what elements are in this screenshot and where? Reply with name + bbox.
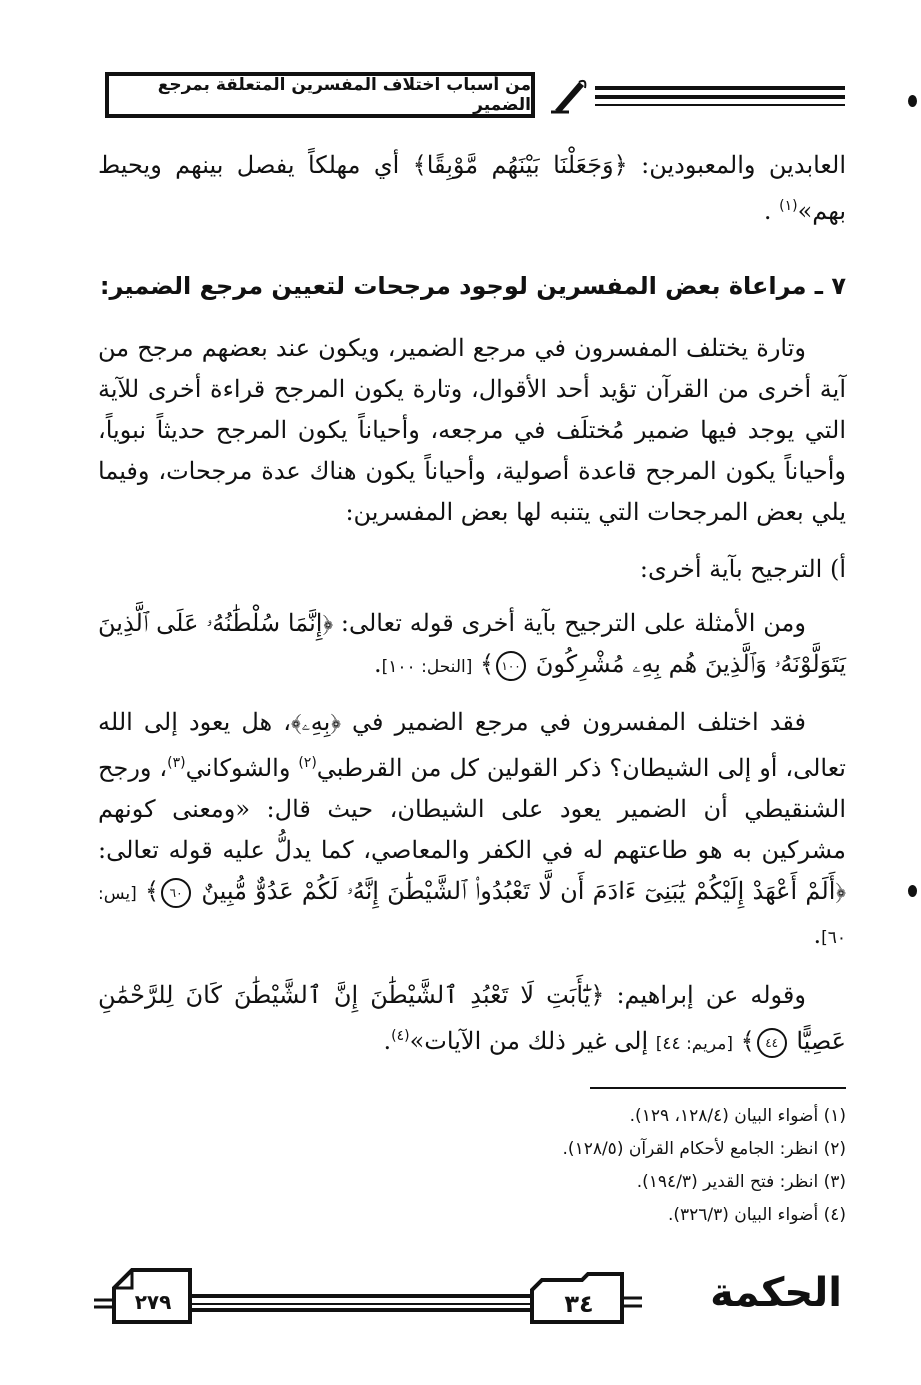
text-run: . bbox=[813, 921, 822, 949]
text-run: ومن الأمثلة على الترجيح بآية أخرى قوله تعالى: ﴿إِنَّمَا سُلْطَٰنُهُۥ عَلَى ٱلَّذِينَ يَتَوَلَّوْنَهُۥ وَٱلَّذِينَ هُم بِهِۦ مُشْرِكُونَ bbox=[98, 609, 846, 678]
verse-reference: [مريم: ٤٤] bbox=[655, 1034, 733, 1054]
journal-logo: الحكمة bbox=[710, 1270, 842, 1316]
verse-reference: [النحل: ١٠٠] bbox=[381, 657, 473, 677]
ayah-number-icon: ٦٠ bbox=[161, 878, 191, 908]
footnote-2: (٢) انظر: الجامع لأحكام القرآن (١٢٨/٥). bbox=[562, 1139, 846, 1159]
text-run: ﴾ bbox=[480, 650, 495, 678]
issue-number: ٣٤ bbox=[564, 1290, 594, 1318]
page-footer bbox=[92, 1250, 852, 1330]
sub-heading: أ) الترجيح بآية أخرى: bbox=[639, 555, 846, 583]
paragraph-5-text bbox=[98, 975, 846, 1065]
paragraph-3-text bbox=[98, 603, 846, 688]
verse-reference: [يس: ٦٠] bbox=[98, 884, 846, 948]
text-run: ، ورجح الشنقيطي أن الضمير يعود على الشيطان، حيث قال: «ومعنى كونهم مشركين به هو طاعتهم له في الكفر والمعاصي، كما يدلُّ عليه قوله تعالى: ﴿أَلَمْ أَعْهَدْ إِلَيْكُمْ يَٰبَنِىٓ ءَادَمَ أَن لَّا تَعْبُدُوا۟ ٱلشَّيْطَٰنَ إِنَّهُۥ لَكُمْ عَدُوٌّ مُّبِينٌ bbox=[98, 754, 846, 905]
text-run: . bbox=[763, 197, 772, 225]
paragraph-3 bbox=[98, 603, 846, 688]
margin-dot bbox=[908, 885, 917, 897]
footnote-marker: (١) bbox=[779, 198, 798, 214]
text-run: والشوكاني bbox=[185, 754, 299, 782]
text-run: بهم» bbox=[797, 197, 846, 225]
footnote-3: (٣) انظر: فتح القدير (١٩٤/٣). bbox=[636, 1172, 846, 1192]
pen-icon bbox=[549, 76, 589, 114]
text-run: ﴾ bbox=[145, 877, 160, 905]
footnotes bbox=[98, 1100, 846, 1232]
paragraph-5 bbox=[98, 975, 846, 1065]
paragraph-4-text bbox=[98, 702, 846, 959]
text-run: . bbox=[374, 650, 382, 678]
text-run: ﴾ bbox=[740, 1027, 755, 1055]
header-rule bbox=[595, 86, 845, 108]
paragraph-1-line-1: العابدين والمعبودين: ﴿وَجَعَلْنَا بَيْنَهُم مَّوْبِقًا﴾ أي مهلكاً يفصل بينهم ويحيط bbox=[98, 151, 846, 179]
margin-dot bbox=[908, 95, 917, 107]
paragraph-2-text: وتارة يختلف المفسرون في مرجع الضمير، ويكون عند بعضهم مرجح من آية أخرى من القرآن تؤيد أحد الأقوال، وتارة يكون المرجح قراءة أخرى للآية التي يوجد فيها ضمير مُختلَف في مرجعه، وأحياناً يكون المرجح حديثاً نبوياً، وأحياناً يكون المرجح قاعدة أصولية، وأحياناً يكون هناك عدة مرجحات، وفيما يلي بعض المرجحات التي يتنبه لها بعض المفسرين: bbox=[98, 334, 846, 526]
footnote-rule bbox=[590, 1087, 846, 1089]
paragraph-4 bbox=[98, 702, 846, 959]
footnote-1: (١) أضواء البيان (١٢٨/٤، ١٢٩). bbox=[629, 1106, 846, 1126]
ayah-number-icon: ١٠٠ bbox=[496, 651, 526, 681]
paragraph-1-line-2 bbox=[98, 186, 846, 232]
text-run: فقد اختلف المفسرون في مرجع الضمير في ﴿بِهِۦ﴾، هل يعود إلى الله تعالى، أو إلى الشيطان؟ ذكر القولين كل من القرطبي bbox=[98, 708, 846, 782]
footnote-marker: (٢) bbox=[298, 755, 317, 771]
section-heading: ٧ ـ مراعاة بعض المفسرين لوجود مرجحات لتعيين مرجع الضمير: bbox=[99, 272, 846, 300]
running-header bbox=[100, 72, 845, 122]
footnote-marker: (٤) bbox=[391, 1028, 410, 1044]
text-run: . bbox=[383, 1027, 392, 1055]
paragraph-2 bbox=[98, 328, 846, 533]
text-run: وقوله عن إبراهيم: ﴿يَٰٓأَبَتِ لَا تَعْبُدِ ٱلشَّيْطَٰنَ إِنَّ ٱلشَّيْطَٰنَ كَانَ لِلرَّحْمَٰنِ عَصِيًّا bbox=[98, 981, 846, 1055]
page-number: ٢٧٩ bbox=[134, 1290, 172, 1314]
paragraph-1 bbox=[98, 145, 846, 232]
running-title: من أسباب اختلاف المفسرين المتعلقة بمرجع الضمير bbox=[105, 72, 535, 118]
text-run: إلى غير ذلك من الآيات» bbox=[409, 1027, 656, 1055]
footnote-4: (٤) أضواء البيان (٣٢٦/٣). bbox=[667, 1205, 846, 1225]
ayah-number-icon: ٤٤ bbox=[757, 1028, 787, 1058]
footnote-marker: (٣) bbox=[167, 755, 186, 771]
